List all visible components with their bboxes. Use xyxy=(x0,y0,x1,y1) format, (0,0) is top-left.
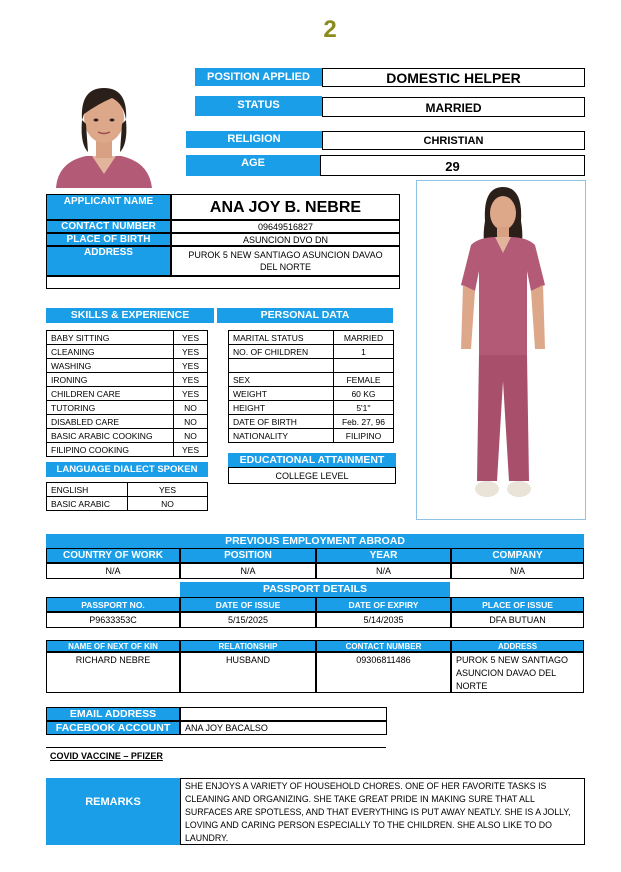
kin-relationship: HUSBAND xyxy=(180,652,316,693)
address-value xyxy=(171,246,400,276)
kin-address-line-2: ASUNCION DAVAO DEL xyxy=(456,668,557,678)
personal-value: 1 xyxy=(334,345,394,359)
skill-name: BABY SITTING xyxy=(47,331,174,345)
skill-name: CLEANING xyxy=(47,345,174,359)
skill-name: TUTORING xyxy=(47,401,174,415)
skill-value: YES xyxy=(174,387,208,401)
personal-label: DATE OF BIRTH xyxy=(229,415,334,429)
skill-row xyxy=(47,401,208,415)
skill-value: NO xyxy=(174,429,208,443)
personal-value: 5'1'' xyxy=(334,401,394,415)
skill-row xyxy=(47,415,208,429)
page-number: 2 xyxy=(323,16,337,43)
personal-row xyxy=(229,401,394,415)
personal-label: MARITAL STATUS xyxy=(229,331,334,345)
age-label: AGE xyxy=(186,155,320,176)
applicant-name-value: ANA JOY B. NEBRE xyxy=(171,194,400,220)
kin-address xyxy=(451,652,584,693)
applicant-info-table xyxy=(46,194,400,289)
passport-cell-0: P9633353C xyxy=(46,612,180,628)
passport-cell-3: DFA BUTUAN xyxy=(451,612,584,628)
skill-name: WASHING xyxy=(47,359,174,373)
employment-cell-1: N/A xyxy=(180,563,316,579)
language-table xyxy=(46,482,208,511)
address-line-1: PUROK 5 NEW SANTIAGO ASUNCION DAVAO xyxy=(188,250,383,260)
skill-name: CHILDREN CARE xyxy=(47,387,174,401)
personal-data-table xyxy=(228,330,394,443)
skill-value: YES xyxy=(174,345,208,359)
employment-section-title: PREVIOUS EMPLOYMENT ABROAD xyxy=(46,534,584,548)
personal-label: HEIGHT xyxy=(229,401,334,415)
kin-header-address: ADDRESS xyxy=(451,640,584,652)
contact-number-value: 09649516827 xyxy=(171,220,400,233)
education-value: COLLEGE LEVEL xyxy=(228,467,396,484)
personal-row xyxy=(229,373,394,387)
employment-header-1: POSITION xyxy=(180,548,316,563)
passport-header-1: DATE OF ISSUE xyxy=(180,597,316,612)
place-of-birth-label: PLACE OF BIRTH xyxy=(46,233,171,246)
passport-header-3: PLACE OF ISSUE xyxy=(451,597,584,612)
vaccine-divider xyxy=(46,747,386,748)
personal-row xyxy=(229,359,394,373)
education-section-title: EDUCATIONAL ATTAINMENT xyxy=(228,453,396,467)
skill-row xyxy=(47,429,208,443)
skill-value: YES xyxy=(174,373,208,387)
remarks-line-2: CLEANING AND ORGANIZING. SHE TAKE GREAT PRIDE IN MAKING SURE THAT ALL xyxy=(185,794,535,804)
personal-value: Feb. 27, 96 xyxy=(334,415,394,429)
personal-value: MARRIED xyxy=(334,331,394,345)
language-row xyxy=(47,497,208,511)
kin-contact: 09306811486 xyxy=(316,652,451,693)
religion-label: RELIGION xyxy=(186,131,322,148)
employment-table xyxy=(46,548,584,580)
remarks-line-5: LAUNDRY. xyxy=(185,833,229,843)
position-applied-label: POSITION APPLIED xyxy=(195,68,322,86)
facebook-label: FACEBOOK ACCOUNT xyxy=(46,721,180,735)
remarks-text xyxy=(180,778,585,845)
passport-table xyxy=(46,597,584,629)
skill-name: FILIPINO COOKING xyxy=(47,443,174,457)
religion-value: CHRISTIAN xyxy=(322,131,585,150)
skill-value: YES xyxy=(174,359,208,373)
applicant-headshot xyxy=(46,74,161,188)
personal-data-section-title: PERSONAL DATA xyxy=(217,308,393,323)
kin-name: RICHARD NEBRE xyxy=(46,652,180,693)
skill-name: DISABLED CARE xyxy=(47,415,174,429)
kin-address-line-3: NORTE xyxy=(456,681,488,691)
employment-cell-2: N/A xyxy=(316,563,451,579)
kin-header-name: NAME OF NEXT OF KIN xyxy=(46,640,180,652)
contact-number-label: CONTACT NUMBER xyxy=(46,220,171,233)
language-section-title: LANGUAGE DIALECT SPOKEN xyxy=(46,462,208,477)
skills-section-title: SKILLS & EXPERIENCE xyxy=(46,308,214,323)
personal-row xyxy=(229,345,394,359)
skill-name: BASIC ARABIC COOKING xyxy=(47,429,174,443)
skill-value: YES xyxy=(174,443,208,457)
remarks-line-4: LOVING AND CARING PERSON ESPECIALLY TO THE CHILDREN. SHE ALSO LIKE TO DO xyxy=(185,820,552,830)
personal-label: NATIONALITY xyxy=(229,429,334,443)
employment-cell-3: N/A xyxy=(451,563,584,579)
language-row xyxy=(47,483,208,497)
passport-cell-2: 5/14/2035 xyxy=(316,612,451,628)
personal-value: FEMALE xyxy=(334,373,394,387)
applicant-full-body-photo xyxy=(416,180,586,520)
passport-header-2: DATE OF EXPIRY xyxy=(316,597,451,612)
employment-header-3: COMPANY xyxy=(451,548,584,563)
vaccine-info: COVID VACCINE – PFIZER xyxy=(50,751,163,761)
place-of-birth-value: ASUNCION DVO DN xyxy=(171,233,400,246)
age-value: 29 xyxy=(320,155,585,176)
skill-row xyxy=(47,345,208,359)
language-name: BASIC ARABIC xyxy=(47,497,128,511)
personal-label: SEX xyxy=(229,373,334,387)
address-label: ADDRESS xyxy=(46,246,171,276)
language-name: ENGLISH xyxy=(47,483,128,497)
online-contact-table xyxy=(46,707,387,735)
skill-row xyxy=(47,331,208,345)
skill-row xyxy=(47,359,208,373)
personal-label xyxy=(229,359,334,373)
skill-value: NO xyxy=(174,415,208,429)
personal-value xyxy=(334,359,394,373)
position-applied-value: DOMESTIC HELPER xyxy=(322,68,585,87)
personal-value: FILIPINO xyxy=(334,429,394,443)
email-value xyxy=(180,707,387,721)
kin-header-contact: CONTACT NUMBER xyxy=(316,640,451,652)
facebook-value: ANA JOY BACALSO xyxy=(180,721,387,735)
employment-header-0: COUNTRY OF WORK xyxy=(46,548,180,563)
personal-row xyxy=(229,415,394,429)
skill-value: NO xyxy=(174,401,208,415)
skill-name: IRONING xyxy=(47,373,174,387)
remarks-line-3: SURFACES ARE SPOTLESS, AND THAT EVERYTHING IS PUT AWAY NEATLY. SHE IS A JOLLY, xyxy=(185,807,571,817)
skill-row xyxy=(47,443,208,457)
personal-value: 60 KG xyxy=(334,387,394,401)
remarks-label: REMARKS xyxy=(46,778,180,845)
personal-label: NO. OF CHILDREN xyxy=(229,345,334,359)
status-label: STATUS xyxy=(195,96,322,116)
kin-address-line-1: PUROK 5 NEW SANTIAGO xyxy=(456,655,569,665)
personal-row xyxy=(229,387,394,401)
passport-section-title: PASSPORT DETAILS xyxy=(180,582,450,597)
personal-label: WEIGHT xyxy=(229,387,334,401)
language-value: YES xyxy=(128,483,208,497)
kin-header-relationship: RELATIONSHIP xyxy=(180,640,316,652)
applicant-name-label: APPLICANT NAME xyxy=(46,194,171,220)
employment-header-2: YEAR xyxy=(316,548,451,563)
language-value: NO xyxy=(128,497,208,511)
remarks-line-1: SHE ENJOYS A VARIETY OF HOUSEHOLD CHORES. ONE OF HER FAVORITE TASKS IS xyxy=(185,781,547,791)
skill-value: YES xyxy=(174,331,208,345)
passport-header-0: PASSPORT NO. xyxy=(46,597,180,612)
passport-cell-1: 5/15/2025 xyxy=(180,612,316,628)
skill-row xyxy=(47,387,208,401)
status-value: MARRIED xyxy=(322,97,585,117)
personal-row xyxy=(229,429,394,443)
personal-row xyxy=(229,331,394,345)
email-label: EMAIL ADDRESS xyxy=(46,707,180,721)
employment-cell-0: N/A xyxy=(46,563,180,579)
applicant-blank-row xyxy=(46,276,400,289)
skill-row xyxy=(47,373,208,387)
next-of-kin-table xyxy=(46,640,584,693)
skills-table xyxy=(46,330,208,457)
address-line-2: DEL NORTE xyxy=(259,262,311,272)
